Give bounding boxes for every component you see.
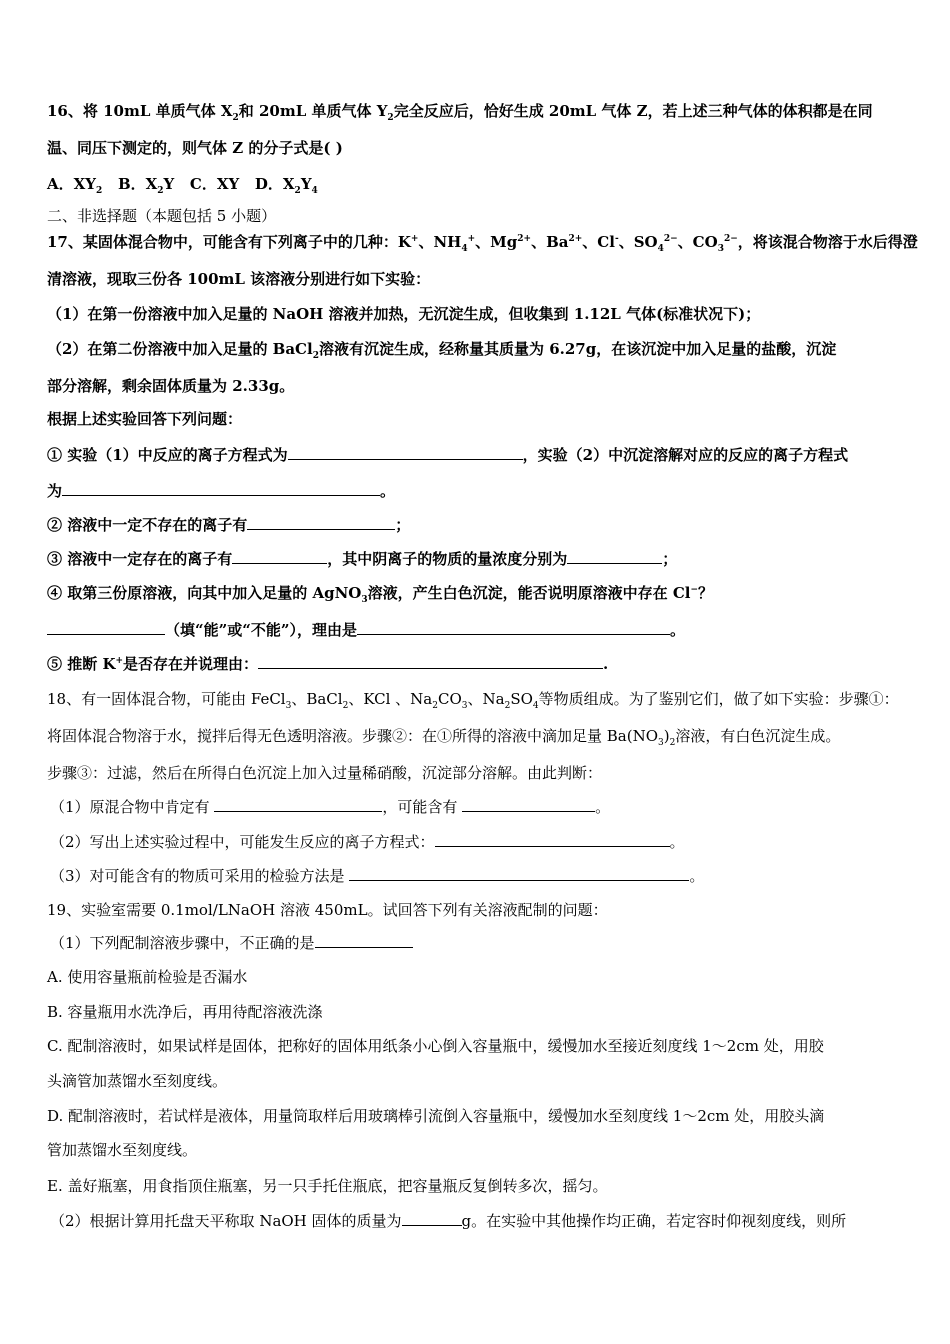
q19-option-d: D. 配制溶液时，若试样是液体，用量筒取样后用玻璃棒引流倒入容量瓶中，缓慢加水至刻度线 1～2cm 处，用胶头滴 [47,1107,825,1125]
answer-blank[interactable] [435,832,670,847]
q17-item-5: ⑤ 推断 K+是否存在并说理由： . [47,655,609,673]
q17-item-2: ② 溶液中一定不存在的离子有 ； [47,516,411,534]
q19-option-c: C. 配制溶液时，如果试样是固体，把称好的固体用纸条小心倒入容量瓶中，缓慢加水至接近刻度线 1～2cm 处，用胶 [47,1037,824,1055]
answer-blank[interactable] [247,515,395,530]
q17-item-3: ③ 溶液中一定存在的离子有 ，其中阴离子的物质的量浓度分别为 ； [47,550,678,568]
q19-item-1: （1）下列配制溶液步骤中，不正确的是 [50,933,413,953]
q19-item-2: （2）根据计算用托盘天平称取 NaOH 固体的质量为 g。在实验中其他操作均正确，若定容时仰视刻度线，则所 [50,1212,847,1230]
answer-blank[interactable] [288,445,523,460]
q18-line-1: 18、有一固体混合物，可能由 FeCl$_3$、BaCl$_2$、KCl 、$Na_2CO_3$、$Na_2SO_4$等物质组成。为了鉴别它们，做了如下实验：步骤①： [47,690,899,711]
answer-blank[interactable] [402,1211,462,1226]
answer-blank[interactable] [258,654,603,669]
answer-blank[interactable] [47,620,165,635]
q19-line-1: 19、实验室需要 0.1mol/LNaOH 溶液 450mL。试回答下列有关溶液配制的问题： [47,901,608,919]
answer-blank[interactable] [62,481,380,496]
q18-item-3: （3）对可能含有的物质可采用的检验方法是 。 [50,867,705,885]
answer-blank[interactable] [462,797,595,812]
q19-option-b: B. 容量瓶用水洗净后，再用待配溶液洗涤 [47,1003,323,1021]
answer-blank[interactable] [349,866,689,881]
answer-blank[interactable] [232,549,327,564]
q17-item-4: ④ 取第三份原溶液，向其中加入足量的 AgNO$_3$溶液，产生白色沉淀，能否说明原溶液中存在 Cl−？ [47,584,714,605]
answer-blank[interactable] [214,797,382,812]
answer-blank[interactable] [315,933,413,948]
q17-line-5: 部分溶解，剩余固体质量为 2.33g。 [47,377,295,395]
q18-line-2: 将固体混合物溶于水，搅拌后得无色透明溶液。步骤②：在①所得的溶液中滴加足量 $Ba(NO_3)_2$溶液，有白色沉淀生成。 [47,727,841,748]
q16-line-2: 温、同压下测定的，则气体 Z 的分子式是( ) [47,139,343,157]
q19-option-e: E. 盖好瓶塞，用食指顶住瓶塞，另一只手托住瓶底，把容量瓶反复倒转多次，摇匀。 [47,1177,608,1195]
answer-blank[interactable] [567,549,662,564]
q17-item-1: ① 实验（1）中反应的离子方程式为 ，实验（2）中沉淀溶解对应的反应的离子方程式 [47,446,849,464]
answer-blank[interactable] [357,620,670,635]
q18-item-1: （1）原混合物中肯定有 ，可能含有 。 [50,798,611,816]
q17-line-2: 清溶液，现取三份各 100mL 该溶液分别进行如下实验： [47,270,431,288]
q19-option-c-cont: 头滴管加蒸馏水至刻度线。 [47,1072,228,1090]
q19-option-a: A. 使用容量瓶前检验是否漏水 [47,968,248,986]
q17-item-4-cont: （填“能”或“不能”），理由是 。 [47,620,685,640]
section-heading: 二、非选择题（本题包括 5 小题） [47,207,277,225]
q17-line-4: （2）在第二份溶液中加入足量的 BaCl$_2$溶液有沉淀生成，经称量其质量为 6.27g，在该沉淀中加入足量的盐酸，沉淀 [47,340,837,361]
q18-item-2: （2）写出上述实验过程中，可能发生反应的离子方程式： 。 [50,833,685,851]
q17-line-3: （1）在第一份溶液中加入足量的 NaOH 溶液并加热，无沉淀生成，但收集到 1.12L 气体(标准状况下)； [47,305,761,323]
q16-line-1: 16、将 10mL 单质气体 $X_2$和 20mL 单质气体 $Y_2$完全反应后，恰好生成 20mL 气体 Z，若上述三种气体的体积都是在同 [47,102,873,123]
q17-line-1: 17、某固体混合物中，可能含有下列离子中的几种：K+、$NH_4^+$、$Mg^{2+}$、$Ba^{2+}$、Cl-、$SO_4^{2-}$、$CO_3^{2-}$，将该混合物溶于水后得澄 [47,233,918,254]
q16-options: A．$XY_2$ B．$X_2Y$ C．XY D．$X_2Y_4$ [47,175,318,196]
q17-line-6: 根据上述实验回答下列问题： [47,410,243,428]
q17-item-1-cont: 为 。 [47,482,396,500]
q18-line-3: 步骤③：过滤，然后在所得白色沉淀上加入过量稀硝酸，沉淀部分溶解。由此判断： [47,764,603,782]
q19-option-d-cont: 管加蒸馏水至刻度线。 [47,1141,198,1159]
